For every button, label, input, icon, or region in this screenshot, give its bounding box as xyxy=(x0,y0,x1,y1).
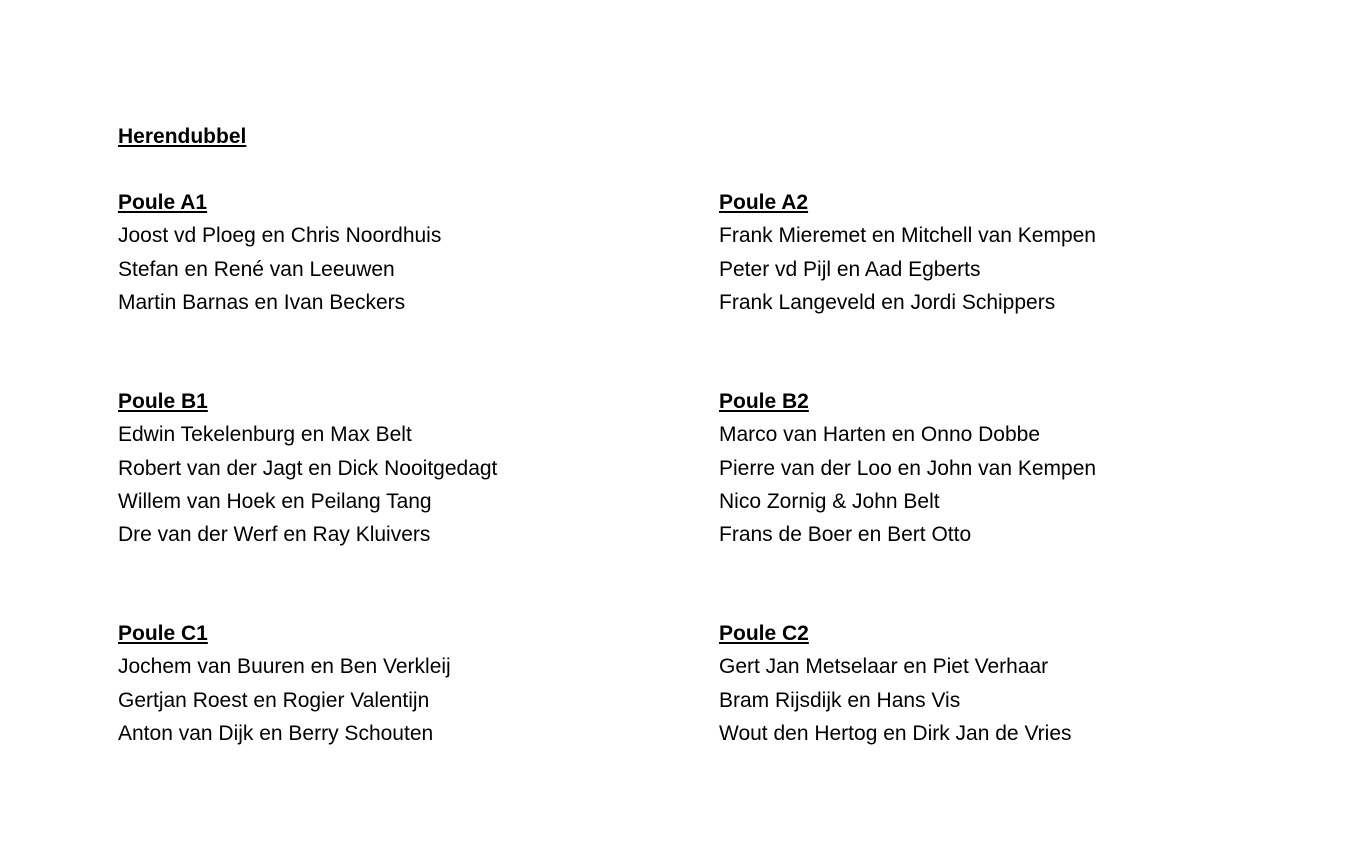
poule-c1 xyxy=(118,617,678,750)
poule-heading: Poule A1 xyxy=(118,191,208,214)
poule-b1 xyxy=(118,385,678,551)
pair-entry: Willem van Hoek en Peilang Tang xyxy=(118,489,432,513)
pair-entry: Peter vd Pijl en Aad Egberts xyxy=(719,257,981,281)
poule-heading: Poule B2 xyxy=(719,390,809,413)
pair-entry: Pierre van der Loo en John van Kempen xyxy=(719,456,1097,480)
pair-entry: Gert Jan Metselaar en Piet Verhaar xyxy=(719,655,1049,679)
document-title: Herendubbel xyxy=(118,125,247,148)
pair-entry: Marco van Harten en Onno Dobbe xyxy=(719,423,1041,447)
poule-heading: Poule C1 xyxy=(118,622,208,645)
pair-entry: Wout den Hertog en Dirk Jan de Vries xyxy=(719,721,1072,745)
pair-entry: Dre van der Werf en Ray Kluivers xyxy=(118,523,431,547)
poule-a1 xyxy=(118,186,678,319)
pair-entry: Frans de Boer en Bert Otto xyxy=(719,523,972,547)
poule-heading: Poule A2 xyxy=(719,191,809,214)
pair-entry: Nico Zornig & John Belt xyxy=(719,489,940,513)
poule-b2 xyxy=(719,385,1279,551)
pair-entry: Anton van Dijk en Berry Schouten xyxy=(118,721,434,745)
poule-heading: Poule B1 xyxy=(118,390,208,413)
pair-entry: Frank Mieremet en Mitchell van Kempen xyxy=(719,224,1096,248)
pair-entry: Bram Rijsdijk en Hans Vis xyxy=(719,688,961,712)
pair-entry: Gertjan Roest en Rogier Valentijn xyxy=(118,688,430,712)
poule-c2 xyxy=(719,617,1279,750)
poule-heading: Poule C2 xyxy=(719,622,809,645)
pair-entry: Stefan en René van Leeuwen xyxy=(118,257,395,281)
pair-entry: Martin Barnas en Ivan Beckers xyxy=(118,290,406,314)
pair-entry: Jochem van Buuren en Ben Verkleij xyxy=(118,655,451,679)
pair-entry: Frank Langeveld en Jordi Schippers xyxy=(719,290,1056,314)
pair-entry: Joost vd Ploeg en Chris Noordhuis xyxy=(118,224,442,248)
pair-entry: Edwin Tekelenburg en Max Belt xyxy=(118,423,412,447)
poule-a2 xyxy=(719,186,1279,319)
pair-entry: Robert van der Jagt en Dick Nooitgedagt xyxy=(118,456,498,480)
